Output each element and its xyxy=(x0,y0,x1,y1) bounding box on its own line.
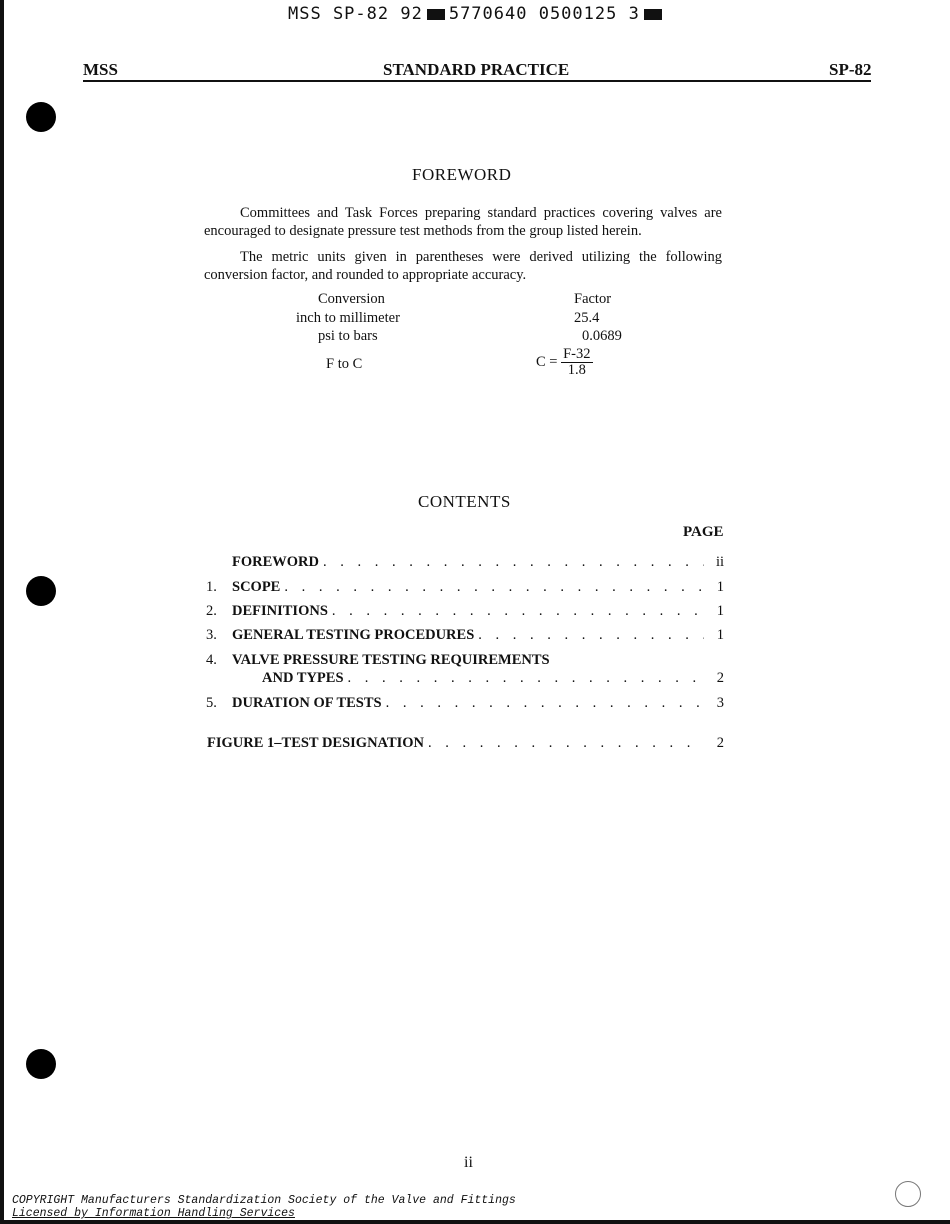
conversion-factor: 0.0689 xyxy=(582,328,622,344)
toc-page: 3 xyxy=(716,695,724,711)
toc-leader xyxy=(328,603,704,620)
toc-entry xyxy=(206,603,724,620)
binder-hole xyxy=(26,576,56,606)
toc-leader xyxy=(280,579,704,596)
binder-hole xyxy=(26,102,56,132)
conversion-header: Conversion xyxy=(318,291,385,307)
scan-barcode-line xyxy=(288,4,666,24)
toc-number: 2. xyxy=(206,603,217,619)
toc-entry-continued xyxy=(262,670,724,687)
formula-denominator: 1.8 xyxy=(567,362,586,378)
scan-block xyxy=(427,9,445,20)
scan-bottom-edge xyxy=(0,1220,950,1224)
binder-hole xyxy=(26,1049,56,1079)
license-line: Licensed by Information Handling Services xyxy=(12,1207,295,1220)
toc-label: DURATION OF TESTS xyxy=(232,695,382,711)
toc-entry xyxy=(206,554,724,571)
toc-entry xyxy=(206,652,724,669)
scan-code-middle: 5770640 0500125 3 xyxy=(448,4,640,24)
toc-leader xyxy=(382,695,704,712)
header-left: MSS xyxy=(83,60,118,79)
toc-leader xyxy=(474,627,704,644)
page-number: ii xyxy=(464,1154,473,1171)
formula-fraction xyxy=(561,347,592,378)
conversion-factor: 25.4 xyxy=(574,310,600,326)
toc-label: FIGURE 1–TEST DESIGNATION xyxy=(207,735,425,751)
toc-leader xyxy=(319,554,704,571)
foreword-body xyxy=(204,204,722,284)
toc-entry xyxy=(206,627,724,644)
scan-block xyxy=(644,9,662,20)
toc-figure-entry xyxy=(207,735,724,752)
toc-label: GENERAL TESTING PROCEDURES xyxy=(232,627,475,643)
toc-entry xyxy=(206,695,724,712)
temperature-formula xyxy=(536,347,593,378)
toc-label: SCOPE xyxy=(232,579,281,595)
toc-page: 1 xyxy=(716,627,724,643)
toc-entry xyxy=(206,579,724,596)
toc-label: FOREWORD xyxy=(232,554,319,570)
header-rule xyxy=(83,80,871,82)
conversion-name: F to C xyxy=(326,356,363,372)
foreword-title: FOREWORD xyxy=(412,165,512,184)
contents-title: CONTENTS xyxy=(418,492,511,511)
toc-page: 2 xyxy=(716,735,724,751)
header-right: SP-82 xyxy=(829,60,872,79)
formula-numerator: F-32 xyxy=(563,346,591,362)
conversion-name: psi to bars xyxy=(318,328,378,344)
toc-number: 3. xyxy=(206,627,217,643)
header-title: STANDARD PRACTICE xyxy=(383,60,570,79)
formula-prefix: C = xyxy=(536,353,558,370)
toc-number: 5. xyxy=(206,695,217,711)
copyright-line: COPYRIGHT Manufacturers Standardization Society of the Valve and Fittings xyxy=(12,1194,516,1207)
foreword-paragraph: Committees and Task Forces preparing standard practices covering valves are encouraged to designate pressure test methods from the group listed herein. xyxy=(204,205,722,239)
scan-code-left: MSS SP-82 92 xyxy=(288,4,423,24)
toc-leader xyxy=(424,735,704,752)
scan-left-edge xyxy=(0,0,4,1224)
toc-page: 1 xyxy=(716,603,724,619)
foreword-paragraph: The metric units given in parentheses were derived utilizing the following conversion factor, and rounded to appropriate accuracy. xyxy=(204,249,722,283)
toc-label: VALVE PRESSURE TESTING REQUIREMENTS xyxy=(232,652,550,668)
page-column-header: PAGE xyxy=(683,524,724,540)
factor-header: Factor xyxy=(574,291,612,307)
toc-number: 1. xyxy=(206,579,217,595)
toc-page: 2 xyxy=(716,670,724,686)
binder-ring xyxy=(895,1181,921,1207)
conversion-name: inch to millimeter xyxy=(296,310,400,326)
toc-label: DEFINITIONS xyxy=(232,603,328,619)
toc-number: 4. xyxy=(206,652,217,668)
toc-page: ii xyxy=(715,554,724,570)
toc-leader xyxy=(344,670,704,687)
toc-label: AND TYPES xyxy=(262,670,344,686)
toc-page: 1 xyxy=(716,579,724,595)
